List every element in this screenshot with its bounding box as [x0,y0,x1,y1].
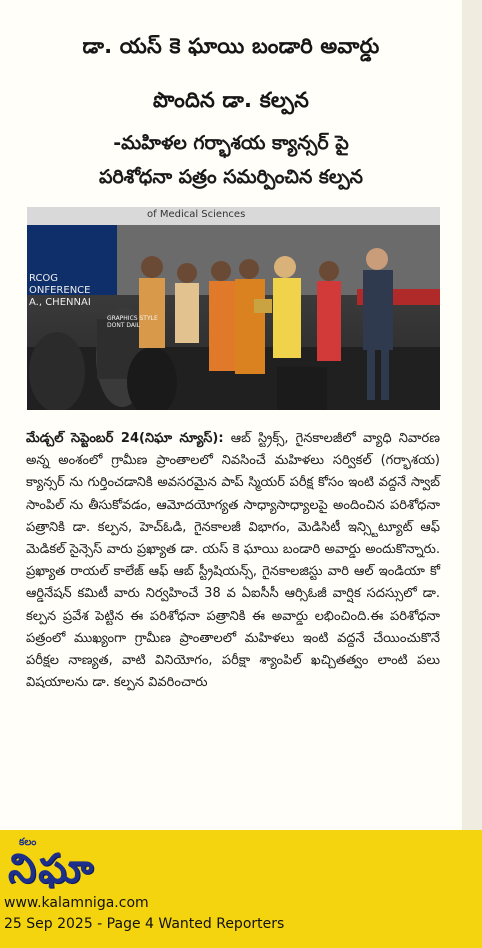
photo-tshirt-text [107,315,158,329]
photo-stage-text-1: RCOG [29,273,59,284]
photo-stage-text-2: ONFERENCE [29,285,91,296]
subheadline-line-2: పరిశోధనా పత్రం సమర్పించిన కల్పన [99,166,363,188]
subheadline-line-1: -మహిళల గర్భాశయ క్యాన్సర్ పై [113,132,349,154]
photo-stage-text-3: A., CHENNAI [29,297,91,308]
article-body-text: ఆబ్ స్ట్రిక్స్, గైనకాలజీలో వ్యాధి నివారణ అన్న అంశంలో గ్రామీణ ప్రాంతాలలో నివసించే మహిళలు సర్వికల్ (గర్భాశయ) క్యాన్సర్ ను గుర్తించడానికి అవసరమైన పాప్ స్మియర్ పరీక్ష కోసం ఇంటి వద్దనే స్వాబ్ సాంపిల్ ను తీసుకోవడం, ఆమోదయోగ్యత సాధ్యాసాధ్యాలపై అందించిన పరిశోధనా పత్రానికి డా. కల్పన, హెచ్ఓడి, గైనకాలజీ విభాగం, మెడిసిటీ ఇన్స్టిట్యూట్ ఆఫ్ మెడికల్ సైన్సెస్ వారు ప్రఖ్యాత డా. యస్ కె ఘాయి బండారి అవార్డు అందుకొన్నారు. ప్రఖ్యాత రాయల్ కాలేజ్ ఆఫ్ ఆబ్ స్ట్రీషియన్స్, గైనకాలజిస్టు వారి ఆల్ ఇండియా కో ఆర్డినేషన్ కమిటీ వారు నిర్వహించే 38 వ ఏఐసీసీ ఆర్సిఓజీ వార్షిక సదస్సులో డా. కల్పన ప్రవేశ పెట్టిన ఈ పరిశోధనా పత్రానికి ఈ అవార్డు లభించింది.ఈ పరిశోధనా పత్రంలో ముఖ్యంగా గ్రామీణ ప్రాంతాలలో మహిళలు ఇంటి వద్దనే చేయించుకొనే పరీక్షల నాణ్యత, వాటి వినియోగం, పరీక్షా శ్యాంపిల్ ఖచ్చితత్వం లాంటి పలు విషయాలను డా. కల్పన వివరించారు [26,431,440,691]
article-body [26,428,440,694]
article-dateline: మేడ్చల్ సెప్టెంబర్ 24(నిఘా న్యూస్): [26,431,224,446]
photo-tshirt-text-2: DONT DAIL [107,322,141,329]
award-ceremony-photo [27,207,440,410]
photo-stage-text [29,273,91,309]
page-edge [462,0,482,830]
logo-tagline: కలం [19,837,37,848]
website-link[interactable]: www.kalamniga.com [4,895,149,911]
photo-tshirt-text-1: GRAPHICS STYLE [107,315,158,322]
headline-line-1: డా. యస్ కె ఘాయి బండారి అవార్డు [82,34,380,58]
photo-banner-text: of Medical Sciences [147,209,246,220]
headline-line-2: పొందిన డా. కల్పన [152,88,310,112]
nigha-logo: నిఘా [8,846,96,892]
edition-info: 25 Sep 2025 - Page 4 Wanted Reporters [4,916,285,932]
